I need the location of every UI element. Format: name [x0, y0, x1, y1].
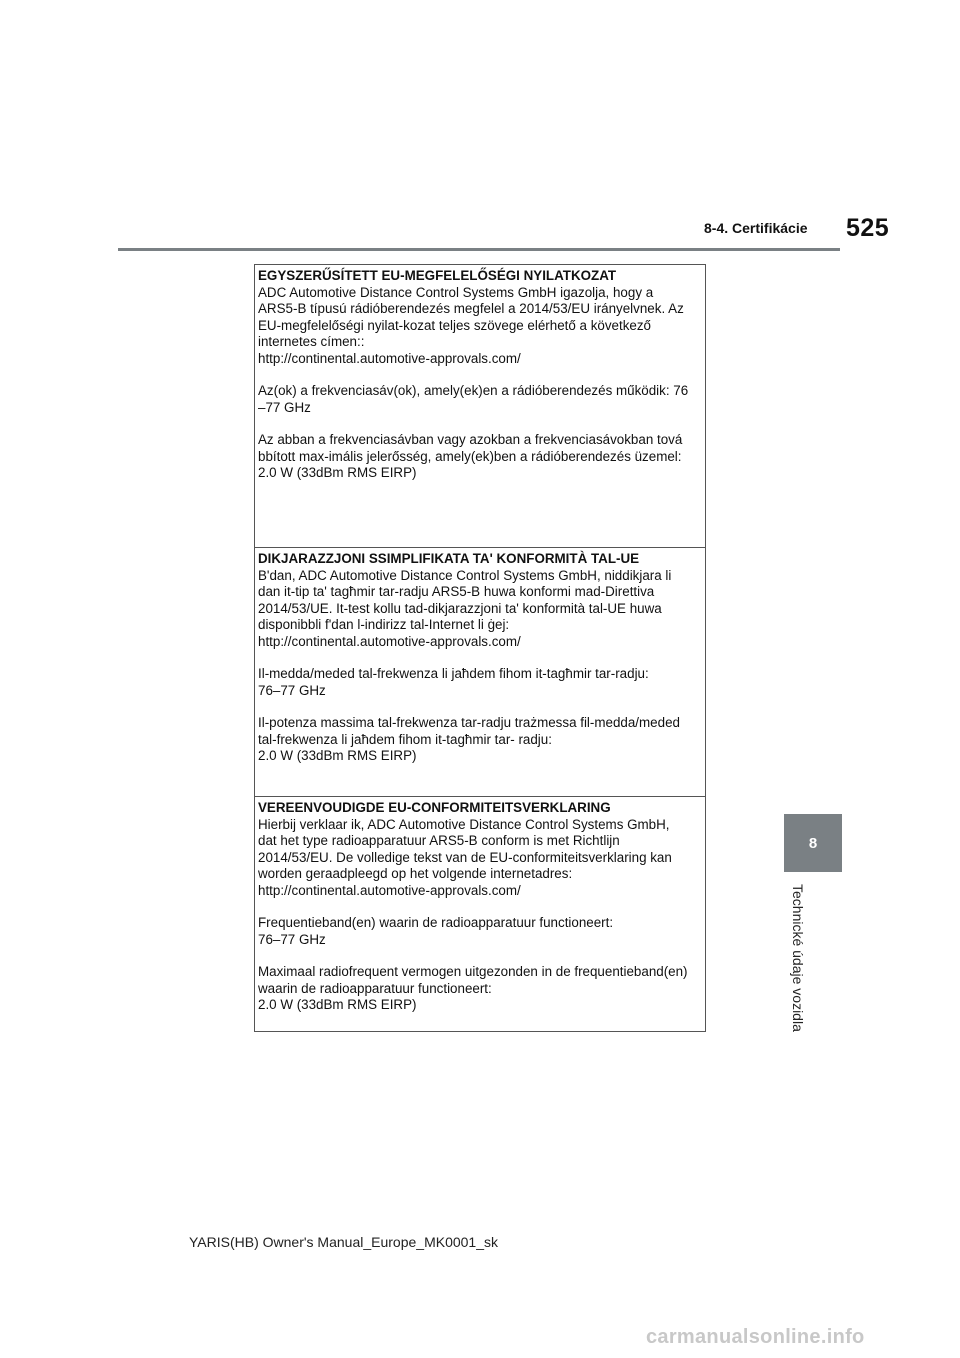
declaration-block-nl: [255, 796, 705, 1031]
declaration-line: ARS5-B típusú rádióberendezés megfelel a 2014/53/EU irányelvnek. Az: [258, 301, 684, 316]
declaration-block-mt: [255, 547, 705, 796]
declaration-line: dan it-tip ta' tagħmir tar-radju ARS5-B huwa konformi mad-Direttiva: [258, 584, 655, 599]
declaration-line: B'dan, ADC Automotive Distance Control Systems GmbH, niddikjara li: [258, 567, 672, 583]
declaration-box: [254, 264, 706, 1032]
declaration-url: http://continental.automotive-approvals.com/: [258, 882, 521, 898]
declaration-heading: DIKJARAZZJONI SSIMPLIFIKATA TA' KONFORMITÀ TAL-UE: [258, 551, 640, 566]
declaration-line: disponibbli f'dan l-indirizz tal-Internet li ġej:: [258, 617, 510, 632]
declaration-line: Hierbij verklaar ik, ADC Automotive Distance Control Systems GmbH,: [258, 816, 670, 832]
declaration-line: internetes címen::: [258, 334, 365, 349]
declaration-heading: VEREENVOUDIGDE EU-CONFORMITEITSVERKLARING: [258, 800, 611, 815]
page-number: 525: [846, 214, 890, 242]
frequency-band-line: –77 GHz: [258, 399, 311, 415]
max-power-line: Az abban a frekvenciasávban vagy azokban a frekvenciasávokban tová: [258, 432, 683, 447]
max-power-line: Maximaal radiofrequent vermogen uitgezonden in de frequentieband(en): [258, 964, 688, 979]
max-power-line: bbított max-imális jelerősség, amely(ek)ben a rádióberendezés üzemel:: [258, 448, 682, 464]
declaration-line: 2014/53/EU. De volledige tekst van de EU-conformiteitsverklaring kan: [258, 849, 672, 865]
frequency-band-line: 76–77 GHz: [258, 931, 326, 947]
chapter-side-label: Technické údaje vozidla: [790, 884, 806, 1032]
watermark: carmanualsonline.info: [646, 1326, 865, 1348]
declaration-block-hu: [255, 265, 705, 547]
declaration-heading: EGYSZERŰSÍTETT EU-MEGFELELŐSÉGI NYILATKOZAT: [258, 268, 617, 283]
declaration-line: worden geraadpleegd op het volgende internetadres:: [258, 866, 573, 881]
frequency-band-line: Il-medda/meded tal-frekwenza li jaħdem fihom it-tagħmir tar-radju:: [258, 666, 649, 681]
section-title: 8-4. Certifikácie: [704, 220, 808, 236]
page-header: [118, 214, 890, 251]
chapter-number: 8: [808, 834, 818, 852]
max-power-line: waarin de radioapparatuur functioneert:: [258, 980, 492, 996]
max-power-line: 2.0 W (33dBm RMS EIRP): [258, 748, 417, 763]
max-power-line: 2.0 W (33dBm RMS EIRP): [258, 465, 417, 480]
declaration-line: ADC Automotive Distance Control Systems GmbH igazolja, hogy a: [258, 284, 654, 300]
frequency-band-line: Frequentieband(en) waarin de radioapparatuur functioneert:: [258, 915, 614, 930]
declaration-url: http://continental.automotive-approvals.com/: [258, 350, 521, 366]
declaration-line: EU-megfelelőségi nyilat-kozat teljes szövege elérhető a következő: [258, 317, 651, 333]
frequency-band-line: 76–77 GHz: [258, 682, 326, 698]
declaration-line: 2014/53/UE. It-test kollu tad-dikjarazzjoni ta' konformità tal-UE huwa: [258, 600, 662, 616]
chapter-tab[interactable]: [784, 814, 842, 872]
manual-footer: YARIS(HB) Owner's Manual_Europe_MK0001_sk: [189, 1234, 498, 1250]
max-power-line: 2.0 W (33dBm RMS EIRP): [258, 997, 417, 1012]
declaration-line: dat het type radioapparatuur ARS5-B conform is met Richtlijn: [258, 833, 620, 848]
declaration-url: http://continental.automotive-approvals.com/: [258, 633, 521, 649]
max-power-line: tal-frekwenza li jaħdem fihom it-tagħmir tar- radju:: [258, 731, 552, 747]
frequency-band-line: Az(ok) a frekvenciasáv(ok), amely(ek)en a rádióberendezés működik: 76: [258, 383, 689, 398]
max-power-line: Il-potenza massima tal-frekwenza tar-radju trażmessa fil-medda/meded: [258, 715, 680, 730]
